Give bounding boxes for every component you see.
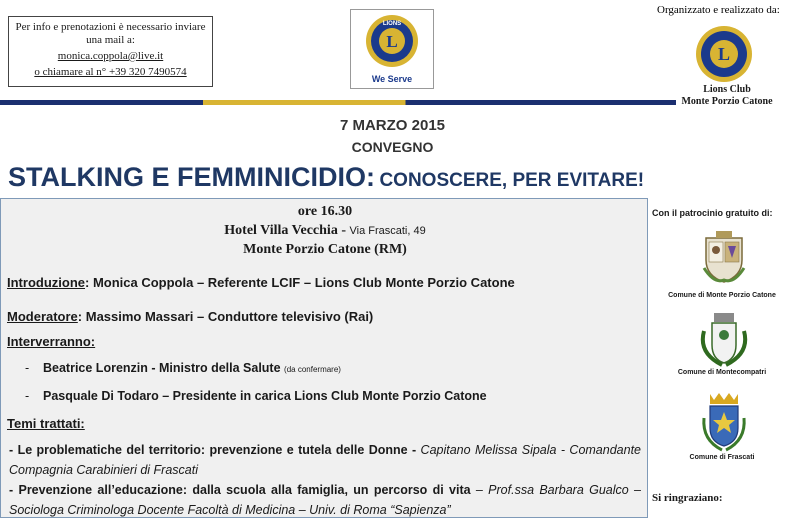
topics-heading: Temi trattati: — [7, 416, 85, 431]
coat-of-arms-monte-porzio — [700, 228, 748, 291]
speakers-heading: Interverranno: — [7, 334, 96, 349]
topic-item: - Prevenzione all’educazione: dalla scuola alla famiglia, un percorso di vita – Prof.ssa Barbara Gualco – Sociologa Criminologa Docente Facoltà di Medicina – Univ. di Roma “Sapienza” — [9, 483, 641, 517]
email-link[interactable]: monica.coppola@live.it — [57, 50, 164, 62]
event-date: 7 MARZO 2015 — [339, 117, 446, 134]
svg-text:LIONS: LIONS — [382, 21, 402, 27]
lions-emblem-icon — [351, 10, 433, 88]
intro-line: Introduzione: Monica Coppola – Referente LCIF – Lions Club Monte Porzio Catone — [7, 275, 515, 290]
program-box — [0, 198, 648, 518]
event-venue: Hotel Villa Vecchia - Via Frascati, 49 — [224, 223, 426, 238]
phone-text: o chiamare al n° +39 320 7490574 — [34, 66, 187, 78]
lions-logo-top — [350, 9, 434, 89]
comune-label: Comune di Frascati — [689, 454, 755, 461]
event-title — [8, 162, 644, 193]
svg-text:L: L — [717, 44, 731, 64]
organizer-logo — [693, 24, 755, 89]
moderator-line: Moderatore: Massimo Massari – Conduttore televisivo (Rai) — [7, 309, 374, 324]
title-sub: CONOSCERE, PER EVITARE! — [379, 170, 645, 191]
title-main: STALKING E FEMMINICIDIO: — [8, 162, 375, 192]
comune-label: Comune di Monte Porzio Catone — [668, 292, 776, 299]
info-box — [8, 16, 213, 87]
coat-of-arms-icon — [700, 228, 748, 286]
event-kind: CONVEGNO — [351, 139, 434, 155]
coat-of-arms-montecompatri — [696, 311, 752, 374]
organizer-name: Lions Club Monte Porzio Catone — [681, 84, 773, 107]
speaker-item: - Beatrice Lorenzin - Ministro della Salute (da confermare) — [25, 361, 341, 375]
coat-of-arms-icon — [700, 390, 748, 452]
thanks-label: Si ringraziano: — [652, 492, 723, 504]
motto-text: We Serve — [371, 74, 413, 84]
topic-item: - Le problematiche del territorio: prevenzione e tutela delle Donne - Capitano Melissa Sipala - Comandante Compagnia Carabinieri di Frascati — [9, 443, 641, 477]
event-time: ore 16.30 — [297, 204, 353, 219]
organizer-label: Organizzato e realizzato da: — [657, 4, 780, 16]
event-town: Monte Porzio Catone (RM) — [243, 242, 407, 257]
coat-of-arms-icon — [696, 311, 752, 369]
speaker-item: - Pasquale Di Todaro – Presidente in carica Lions Club Monte Porzio Catone — [25, 389, 487, 403]
coat-of-arms-frascati — [700, 390, 748, 457]
svg-text:L: L — [386, 32, 398, 51]
info-line-1: Per info e prenotazioni è necessario inviare una mail a: — [15, 21, 206, 46]
header-stripe — [0, 100, 676, 105]
patronage-label: Con il patrocinio gratuito di: — [652, 208, 773, 218]
comune-label: Comune di Montecompatri — [677, 369, 767, 376]
lions-emblem-icon — [693, 24, 755, 84]
